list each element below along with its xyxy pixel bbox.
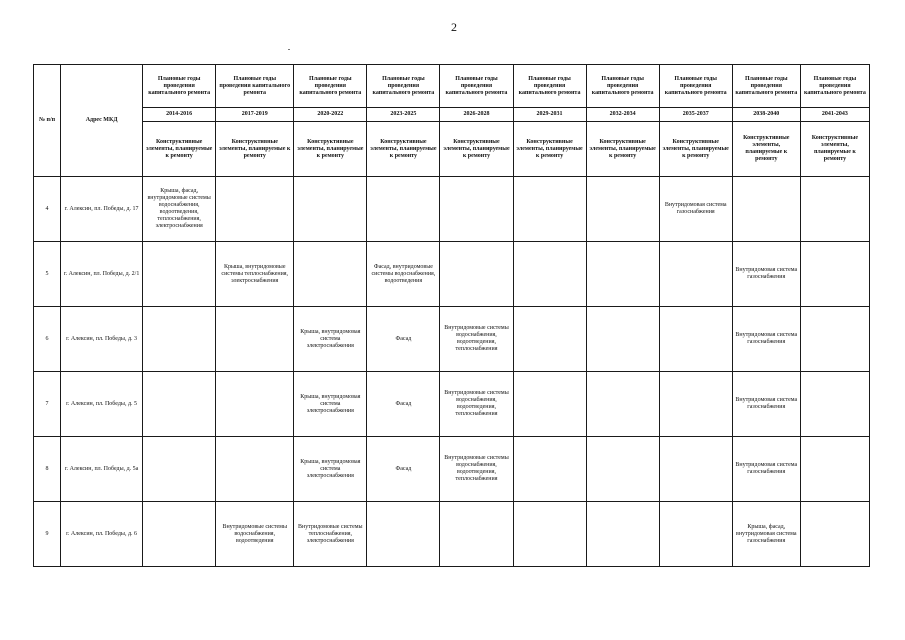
row-address: г. Алексин, пл. Победы, д. 17 [61, 177, 143, 242]
repair-cell [732, 177, 800, 242]
scan-speck [288, 49, 290, 50]
repair-cell [586, 307, 659, 372]
repair-cell [800, 502, 869, 567]
repair-cell [440, 502, 513, 567]
header-years: 2029-2031 [513, 108, 586, 122]
header-elements: Конструктивные элементы, планируемые к ремонту [659, 122, 732, 177]
repair-cell [367, 177, 440, 242]
header-years: 2032-2034 [586, 108, 659, 122]
repair-cell: Внутридомовые системы водоснабжения, водоотведения [216, 502, 294, 567]
repair-cell [586, 437, 659, 502]
header-years: 2026-2028 [440, 108, 513, 122]
repair-cell: Крыша, внутридомовая система электроснабжения [294, 307, 367, 372]
row-number: 6 [34, 307, 61, 372]
repair-cell: Внутридомовые системы водоснабжения, водоотведения, теплоснабжения [440, 307, 513, 372]
repair-cell [513, 372, 586, 437]
repair-cell: Крыша, внутридомовая система электроснабжения [294, 437, 367, 502]
header-elements: Конструктивные элементы, планируемые к ремонту [367, 122, 440, 177]
repair-cell: Крыша, внутридомовая система электроснабжения [294, 372, 367, 437]
header-elements: Конструктивные элементы, планируемые к ремонту [513, 122, 586, 177]
repair-cell: Крыша, фасад, внутридомовые системы водоснабжения, водоотведения, теплоснабжения, электроснабжения [143, 177, 216, 242]
repair-cell [143, 372, 216, 437]
repair-cell [800, 242, 869, 307]
repair-cell: Внутридомовая система газоснабжения [732, 437, 800, 502]
row-address: г. Алексин, пл. Победы, д. 2/1 [61, 242, 143, 307]
header-period-label: Плановые годы проведения капитального ремонта [216, 65, 294, 108]
repair-cell [800, 177, 869, 242]
table-row [34, 437, 870, 502]
header-elements: Конструктивные элементы, планируемые к ремонту [800, 122, 869, 177]
row-number: 5 [34, 242, 61, 307]
repair-cell: Фасад [367, 307, 440, 372]
header-years: 2020-2022 [294, 108, 367, 122]
header-years: 2023-2025 [367, 108, 440, 122]
header-row-periods [34, 65, 870, 108]
repair-cell [586, 177, 659, 242]
repair-cell [143, 242, 216, 307]
repair-cell [143, 502, 216, 567]
repair-plan-table [33, 64, 870, 567]
repair-cell: Внутридомовые системы водоснабжения, водоотведения, теплоснабжения [440, 437, 513, 502]
repair-cell [659, 437, 732, 502]
header-address: Адрес МКД [61, 65, 143, 177]
repair-cell [440, 177, 513, 242]
repair-cell [513, 177, 586, 242]
row-address: г. Алексин, пл. Победы, д. 5 [61, 372, 143, 437]
repair-cell [659, 502, 732, 567]
repair-cell [586, 242, 659, 307]
repair-cell: Внутридомовая система газоснабжения [659, 177, 732, 242]
repair-cell: Крыша, фасад, внутридомовая система газоснабжения [732, 502, 800, 567]
header-years: 2014-2016 [143, 108, 216, 122]
header-period-label: Плановые годы проведения капитального ремонта [732, 65, 800, 108]
header-elements: Конструктивные элементы, планируемые к ремонту [143, 122, 216, 177]
repair-cell: Фасад [367, 437, 440, 502]
repair-cell: Внутридомовая система газоснабжения [732, 372, 800, 437]
header-period-label: Плановые годы проведения капитального ремонта [367, 65, 440, 108]
repair-cell [586, 502, 659, 567]
repair-cell [513, 502, 586, 567]
header-elements: Конструктивные элементы, планируемые к ремонту [294, 122, 367, 177]
repair-cell [659, 307, 732, 372]
repair-cell [216, 437, 294, 502]
repair-cell [659, 242, 732, 307]
header-period-label: Плановые годы проведения капитального ремонта [294, 65, 367, 108]
header-elements: Конструктивные элементы, планируемые к ремонту [586, 122, 659, 177]
header-period-label: Плановые годы проведения капитального ремонта [440, 65, 513, 108]
repair-cell [216, 307, 294, 372]
header-row-years [34, 108, 870, 122]
repair-cell [800, 372, 869, 437]
repair-cell: Внутридомовая система газоснабжения [732, 242, 800, 307]
row-number: 8 [34, 437, 61, 502]
row-address: г. Алексин, пл. Победы, д. 6 [61, 502, 143, 567]
table-row [34, 307, 870, 372]
repair-cell: Внутридомовая система газоснабжения [732, 307, 800, 372]
repair-cell [586, 372, 659, 437]
table-row [34, 242, 870, 307]
header-period-label: Плановые годы проведения капитального ремонта [586, 65, 659, 108]
repair-cell: Крыша, внутридомовые системы теплоснабжения, электроснабжения [216, 242, 294, 307]
header-num: № п/п [34, 65, 61, 177]
repair-cell [216, 372, 294, 437]
repair-cell [440, 242, 513, 307]
row-number: 7 [34, 372, 61, 437]
header-elements: Конструктивные элементы, планируемые к ремонту [732, 122, 800, 177]
header-years: 2041-2043 [800, 108, 869, 122]
header-period-label: Плановые годы проведения капитального ремонта [659, 65, 732, 108]
header-row-elements [34, 122, 870, 177]
repair-cell: Внутридомовые системы теплоснабжения, электроснабжения [294, 502, 367, 567]
repair-cell: Фасад [367, 372, 440, 437]
header-years: 2017-2019 [216, 108, 294, 122]
repair-cell [294, 177, 367, 242]
repair-cell [294, 242, 367, 307]
repair-cell [513, 242, 586, 307]
table-row [34, 502, 870, 567]
header-period-label: Плановые годы проведения капитального ремонта [800, 65, 869, 108]
row-address: г. Алексин, пл. Победы, д. 5а [61, 437, 143, 502]
header-elements: Конструктивные элементы, планируемые к ремонту [440, 122, 513, 177]
repair-cell [659, 372, 732, 437]
repair-cell [800, 307, 869, 372]
repair-cell: Внутридомовые системы водоснабжения, водоотведения, теплоснабжения [440, 372, 513, 437]
page-number: 2 [451, 20, 457, 34]
row-number: 4 [34, 177, 61, 242]
repair-cell: Фасад, внутридомовые системы водоснабжения, водоотведения [367, 242, 440, 307]
row-number: 9 [34, 502, 61, 567]
header-elements: Конструктивные элементы, планируемые к ремонту [216, 122, 294, 177]
row-address: г. Алексин, пл. Победы, д. 3 [61, 307, 143, 372]
repair-cell [367, 502, 440, 567]
table-row [34, 372, 870, 437]
header-period-label: Плановые годы проведения капитального ремонта [143, 65, 216, 108]
header-years: 2035-2037 [659, 108, 732, 122]
repair-cell [143, 307, 216, 372]
table-row [34, 177, 870, 242]
repair-cell [216, 177, 294, 242]
repair-cell [143, 437, 216, 502]
header-years: 2038-2040 [732, 108, 800, 122]
repair-cell [800, 437, 869, 502]
repair-cell [513, 307, 586, 372]
repair-cell [513, 437, 586, 502]
header-period-label: Плановые годы проведения капитального ремонта [513, 65, 586, 108]
